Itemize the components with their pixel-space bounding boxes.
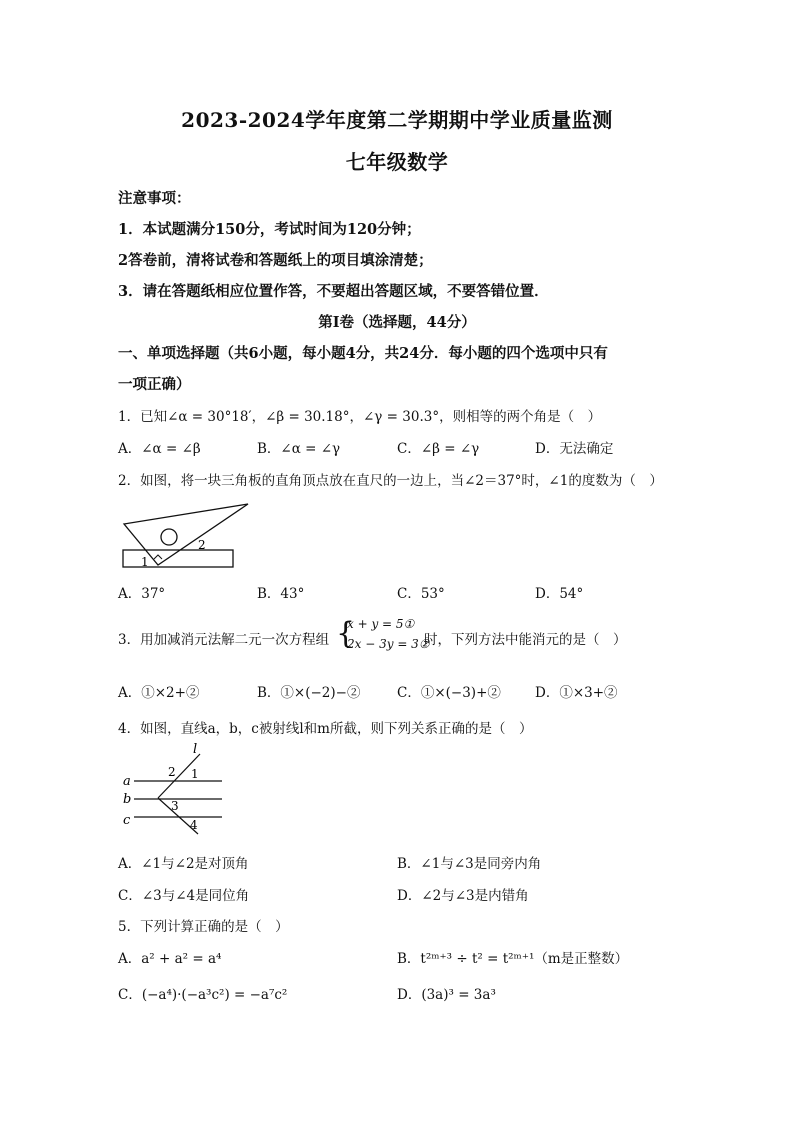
option-2a: A．37° — [118, 586, 166, 602]
option-1c: C．∠β = ∠γ — [397, 441, 480, 457]
section-heading-cont: 一项正确） — [118, 376, 191, 393]
option-4c: C．∠3与∠4是同位角 — [118, 888, 250, 904]
option-3c: C．①×(−3)+② — [397, 685, 501, 701]
equation-1: x + y = 5① — [347, 617, 415, 631]
notice-heading: 注意事项： — [118, 190, 191, 207]
option-4d: D．∠2与∠3是内错角 — [397, 888, 529, 904]
line-a-label: a — [123, 774, 131, 789]
angle-1-label: 1 — [191, 767, 199, 781]
question-3-stem-before: 3．用加减消元法解二元一次方程组 — [118, 632, 330, 648]
option-2c: C．53° — [397, 586, 445, 602]
line-c-label: c — [123, 813, 131, 828]
option-2d: D．54° — [535, 586, 584, 602]
option-2b: B．43° — [257, 586, 305, 602]
angle-1-label: 1 — [141, 555, 149, 569]
option-5a: A．a² + a² = a⁴ — [118, 951, 222, 967]
option-1a: A．∠α = ∠β — [118, 441, 201, 457]
option-1b: B．∠α = ∠γ — [257, 441, 341, 457]
system-brace: { — [336, 616, 356, 651]
option-5b: B．t²ᵐ⁺³ ÷ t² = t²ᵐ⁺¹（m是正整数） — [397, 951, 629, 967]
section-heading: 一、单项选择题（共6小题，每小题4分，共24分．每小题的四个选项中只有 — [118, 345, 608, 362]
option-5d: D．(3a)³ = 3a³ — [397, 987, 496, 1003]
question-3-stem-after: 时，下列方法中能消元的是（ ） — [424, 632, 627, 648]
option-3a: A．①×2+② — [118, 685, 200, 701]
line-b-label: b — [123, 792, 132, 807]
angle-2-label: 2 — [168, 765, 176, 779]
line-l-label: l — [193, 742, 198, 757]
option-1d: D．无法确定 — [535, 441, 614, 457]
triangle-ruler-figure — [118, 497, 253, 571]
angle-2-label: 2 — [198, 538, 206, 552]
question-1-stem: 1．已知∠α = 30°18′，∠β = 30.18°，∠γ = 30.3°，则相等的两个角是（ ） — [118, 409, 602, 425]
notice-item: 1．本试题满分150分，考试时间为120分钟； — [118, 221, 421, 238]
exam-title: 2023-2024学年度第二学期期中学业质量监测 — [181, 108, 613, 132]
notice-item: 3．请在答题纸相应位置作答，不要超出答题区域，不要答错位置． — [118, 283, 549, 300]
option-4b: B．∠1与∠3是同旁内角 — [397, 856, 542, 872]
exam-subtitle: 七年级数学 — [345, 150, 449, 174]
option-3d: D．①×3+② — [535, 685, 618, 701]
question-4-stem: 4．如图，直线a，b，c被射线l和m所截，则下列关系正确的是（ ） — [118, 721, 533, 737]
option-3b: B．①×(−2)−② — [257, 685, 361, 701]
option-4a: A．∠1与∠2是对顶角 — [118, 856, 249, 872]
angle-3-label: 3 — [171, 799, 179, 813]
question-2-stem: 2．如图，将一块三角板的直角顶点放在直尺的一边上，当∠2＝37°时，∠1的度数为（ ） — [118, 473, 663, 489]
option-5c: C．(−a⁴)·(−a³c²) = −a⁷c² — [118, 987, 288, 1003]
angle-4-label: 4 — [190, 818, 198, 832]
part-title: 第I卷（选择题，44分） — [318, 314, 476, 331]
parallel-lines-figure — [118, 740, 228, 835]
question-5-stem: 5．下列计算正确的是（ ） — [118, 919, 289, 935]
notice-item: 2答卷前，清将试卷和答题纸上的项目填涂清楚； — [118, 252, 433, 269]
equation-2: 2x − 3y = 3② — [347, 637, 430, 651]
